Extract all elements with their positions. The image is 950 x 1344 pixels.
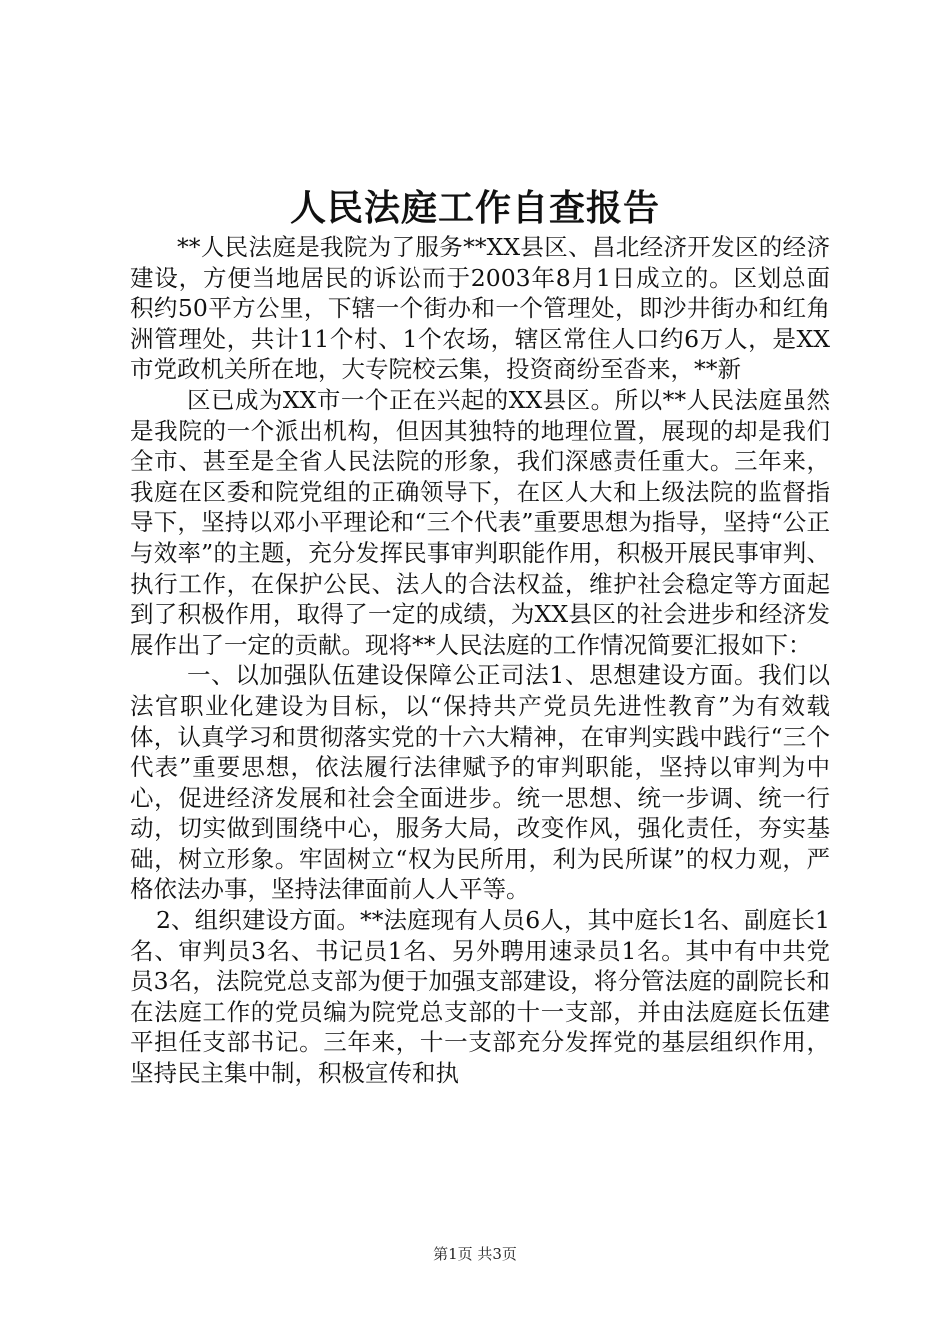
- paragraph-team-building: 一、以加强队伍建设保障公正司法1、思想建设方面。我们以法官职业化建设为目标，以“保持共产党员先进性教育”为有效载体，认真学习和贯彻落实党的十六大精神，在审判实践中践行“三个代表”重要思想，依法履行法律赋予的审判职能，坚持以审判为中心，促进经济发展和社会全面进步。统一思想、统一步调、统一行动，切实做到围绕中心，服务大局，改变作风，强化责任，夯实基础，树立形象。牢固树立“权为民所用，利为民所谋”的权力观，严格依法办事，坚持法律面前人人平等。: [130, 661, 830, 904]
- document-body: [130, 232, 830, 1089]
- paragraph-organization: 2、组织建设方面。**法庭现有人员6人，其中庭长1名、副庭长1名、审判员3名、书记员1名、另外聘用速录员1名。其中有中共党员3名，法院党总支部为便于加强支部建设，将分管法庭的副院长和在法庭工作的党员编为院党总支部的十一支部，并由法庭庭长伍建平担任支部书记。三年来，十一支部充分发挥党的基层组织作用，坚持民主集中制，积极宣传和执: [130, 906, 830, 1088]
- paragraph-intro: **人民法庭是我院为了服务**XX县区、昌北经济开发区的经济建设，方便当地居民的诉讼而于2003年8月1日成立的。区划总面积约50平方公里，下辖一个街办和一个管理处，即沙井街办和红角洲管理处，共计11个村、1个农场，辖区常住人口约6万人，是XX市党政机关所在地，大专院校云集，投资商纷至沓来，**新: [130, 233, 830, 384]
- paragraph-overview: 区已成为XX市一个正在兴起的XX县区。所以**人民法庭虽然是我院的一个派出机构，但因其独特的地理位置，展现的却是我们全市、甚至是全省人民法院的形象，我们深感责任重大。三年来，我庭在区委和院党组的正确领导下，在区人大和上级法院的监督指导下，坚持以邓小平理论和“三个代表”重要思想为指导，坚持“公正与效率”的主题，充分发挥民事审判职能作用，积极开展民事审判、执行工作，在保护公民、法人的合法权益，维护社会稳定等方面起到了积极作用，取得了一定的成绩，为XX县区的社会进步和经济发展作出了一定的贡献。现将**人民法庭的工作情况简要汇报如下：: [130, 385, 830, 659]
- page-number-footer: 第1页 共3页: [433, 1245, 517, 1263]
- document-title: 人民法庭工作自查报告: [289, 187, 660, 229]
